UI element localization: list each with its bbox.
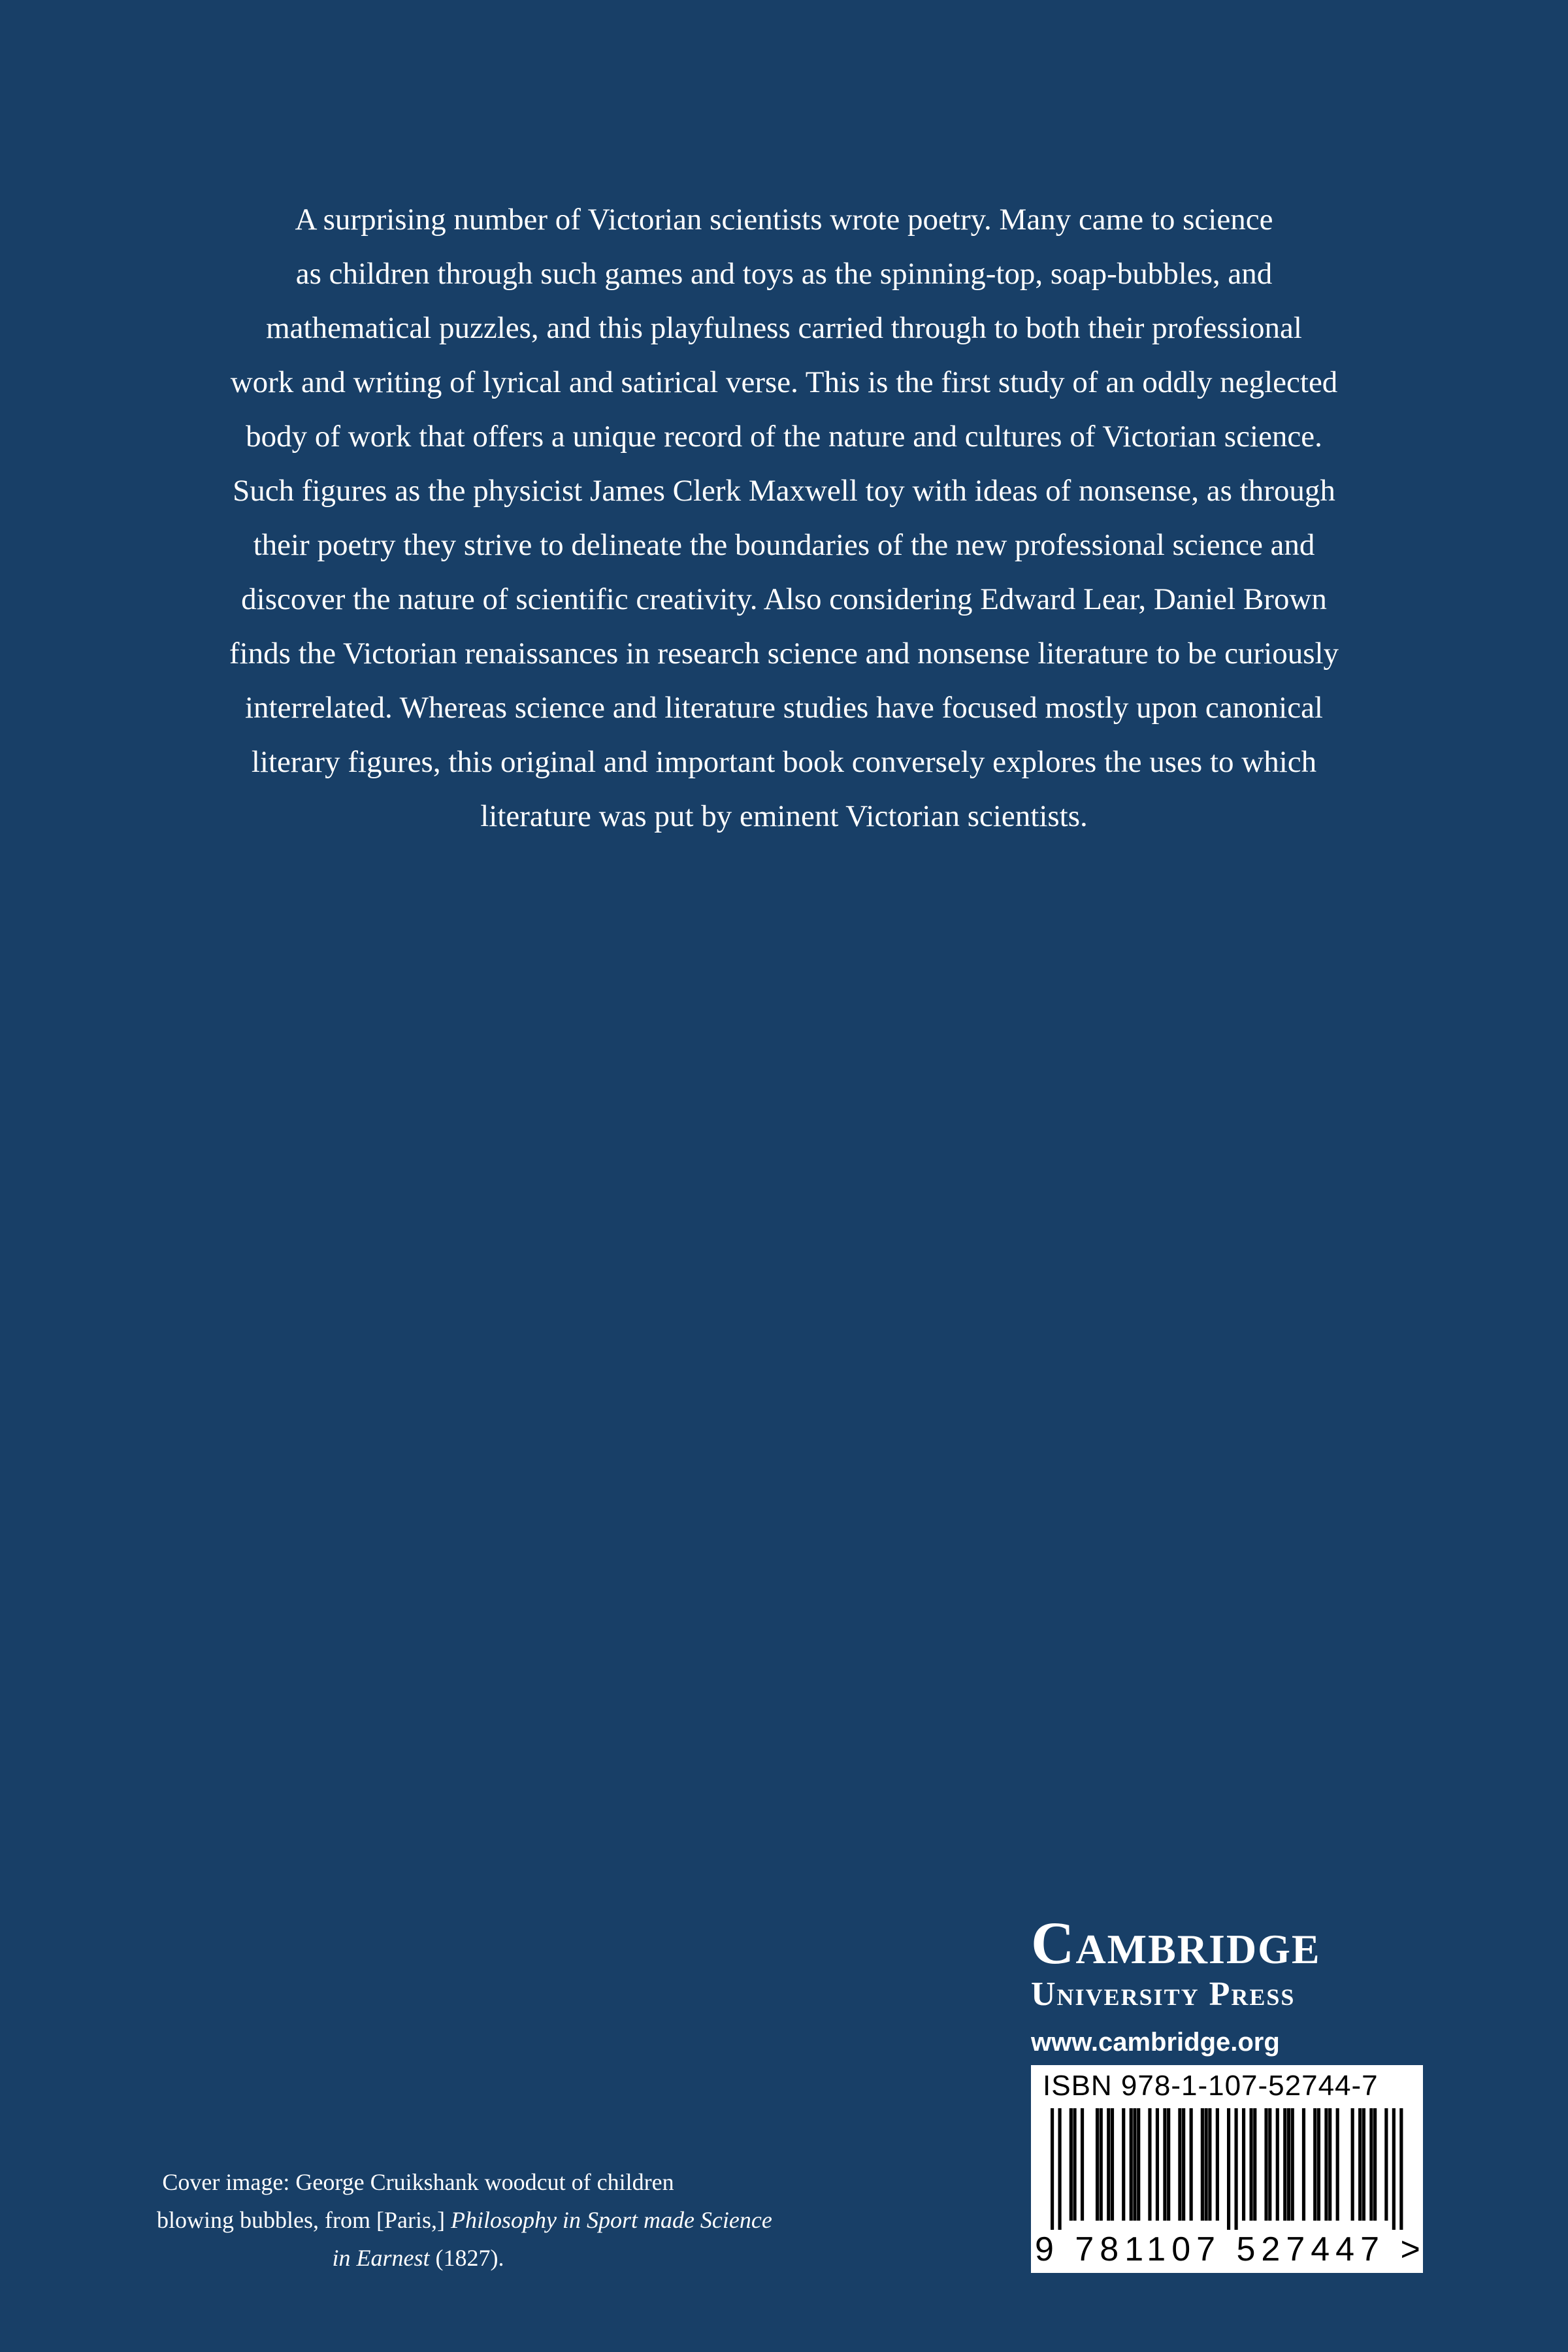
barcode-bar bbox=[1283, 2108, 1286, 2221]
barcode-bar bbox=[1163, 2108, 1166, 2221]
barcode-bar bbox=[1100, 2108, 1103, 2221]
credit-book-title-part-1: Philosophy in Sport made Science bbox=[450, 2207, 772, 2233]
publisher-subname: University Press bbox=[1031, 1976, 1296, 2013]
back-cover-blurb bbox=[196, 193, 1372, 844]
barcode-bar bbox=[1133, 2108, 1136, 2221]
barcode-bar bbox=[1208, 2108, 1211, 2221]
blurb-line: mathematical puzzles, and this playfulness carried through to both their professional bbox=[266, 311, 1302, 345]
cover-image-credit bbox=[157, 2163, 772, 2277]
barcode-bar bbox=[1302, 2108, 1305, 2221]
blurb-line: Such figures as the physicist James Clerk Maxwell toy with ideas of nonsense, as through bbox=[233, 474, 1335, 508]
barcode-bar bbox=[1148, 2108, 1151, 2221]
barcode-bar bbox=[1369, 2108, 1373, 2221]
barcode-bar bbox=[1313, 2108, 1316, 2221]
isbn-barcode bbox=[1031, 2065, 1426, 2273]
publisher-name: Cambridge bbox=[1031, 1910, 1321, 1976]
isbn-label: ISBN 978-1-107-52744-7 bbox=[1043, 2070, 1379, 2102]
barcode-bar bbox=[1130, 2108, 1133, 2221]
credit-year: (1827). bbox=[429, 2245, 504, 2271]
barcode-bar bbox=[1287, 2108, 1290, 2221]
credit-book-title-part-2: in Earnest bbox=[332, 2245, 430, 2271]
barcode-bar bbox=[1058, 2108, 1061, 2230]
barcode-bar bbox=[1111, 2108, 1114, 2221]
blurb-line: literary figures, this original and important book conversely explores the uses to which bbox=[251, 745, 1317, 779]
isbn-barcode-digits: 9 781107 527447 > bbox=[1035, 2230, 1426, 2268]
barcode-bar bbox=[1182, 2108, 1185, 2221]
barcode-bar bbox=[1362, 2108, 1365, 2221]
barcode-bar bbox=[1190, 2108, 1193, 2221]
barcode-bar bbox=[1216, 2108, 1219, 2221]
barcode-bar bbox=[1234, 2108, 1237, 2230]
barcode-bar bbox=[1264, 2108, 1267, 2221]
barcode-bar bbox=[1156, 2108, 1159, 2221]
publisher-logo bbox=[1031, 1912, 1423, 2059]
barcode-bar bbox=[1328, 2108, 1331, 2221]
blurb-line: discover the nature of scientific creativity. Also considering Edward Lear, Daniel Brown bbox=[241, 582, 1327, 616]
barcode-bar bbox=[1291, 2108, 1294, 2221]
barcode-bar bbox=[1073, 2108, 1076, 2221]
credit-line-2-text: blowing bubbles, from [Paris,] bbox=[157, 2207, 451, 2233]
barcode-bar bbox=[1324, 2108, 1328, 2221]
barcode-bar bbox=[1081, 2108, 1084, 2221]
blurb-line: their poetry they strive to delineate the boundaries of the new professional science and bbox=[253, 528, 1315, 562]
blurb-line: A surprising number of Victorian scientists wrote poetry. Many came to science bbox=[295, 203, 1273, 237]
barcode-bar bbox=[1317, 2108, 1320, 2221]
blurb-line: interrelated. Whereas science and literature studies have focused mostly upon canonical bbox=[244, 691, 1323, 725]
barcode-bar bbox=[1276, 2108, 1279, 2221]
barcode-bar bbox=[1096, 2108, 1099, 2221]
barcode-bar bbox=[1167, 2108, 1170, 2221]
barcode-bar bbox=[1336, 2108, 1339, 2221]
blurb-line: literature was put by eminent Victorian scientists. bbox=[480, 799, 1088, 833]
barcode-bar bbox=[1137, 2108, 1140, 2221]
barcode-bar bbox=[1051, 2108, 1054, 2230]
credit-line-3 bbox=[157, 2239, 679, 2277]
credit-line-1: Cover image: George Cruikshank woodcut of children bbox=[162, 2169, 674, 2195]
barcode-bar bbox=[1373, 2108, 1377, 2221]
barcode-bar bbox=[1253, 2108, 1256, 2221]
barcode-bar bbox=[1242, 2108, 1245, 2221]
barcode-bar bbox=[1205, 2108, 1208, 2221]
barcode-bars bbox=[1051, 2108, 1403, 2230]
barcode-bar bbox=[1070, 2108, 1073, 2221]
barcode-bar bbox=[1249, 2108, 1252, 2221]
barcode-bar bbox=[1399, 2108, 1403, 2230]
barcode-bar bbox=[1122, 2108, 1125, 2221]
barcode-bar bbox=[1201, 2108, 1204, 2221]
barcode-bar bbox=[1178, 2108, 1181, 2221]
blurb-line: finds the Victorian renaissances in research science and nonsense literature to be curiously bbox=[229, 637, 1339, 671]
blurb-line: as children through such games and toys as the spinning-top, soap-bubbles, and bbox=[295, 257, 1273, 291]
publisher-url: www.cambridge.org bbox=[1031, 2028, 1280, 2057]
barcode-bar bbox=[1351, 2108, 1354, 2221]
barcode-bar bbox=[1384, 2108, 1388, 2221]
blurb-line: work and writing of lyrical and satirical verse. This is the first study of an oddly neglected bbox=[230, 365, 1338, 399]
blurb-line: body of work that offers a unique record of the nature and cultures of Victorian science. bbox=[246, 420, 1322, 454]
barcode-bar bbox=[1107, 2108, 1110, 2221]
barcode-bar bbox=[1227, 2108, 1230, 2230]
credit-line-2 bbox=[157, 2201, 772, 2239]
barcode-bar bbox=[1268, 2108, 1271, 2221]
barcode-bar bbox=[1358, 2108, 1362, 2221]
barcode-bar bbox=[1392, 2108, 1396, 2230]
